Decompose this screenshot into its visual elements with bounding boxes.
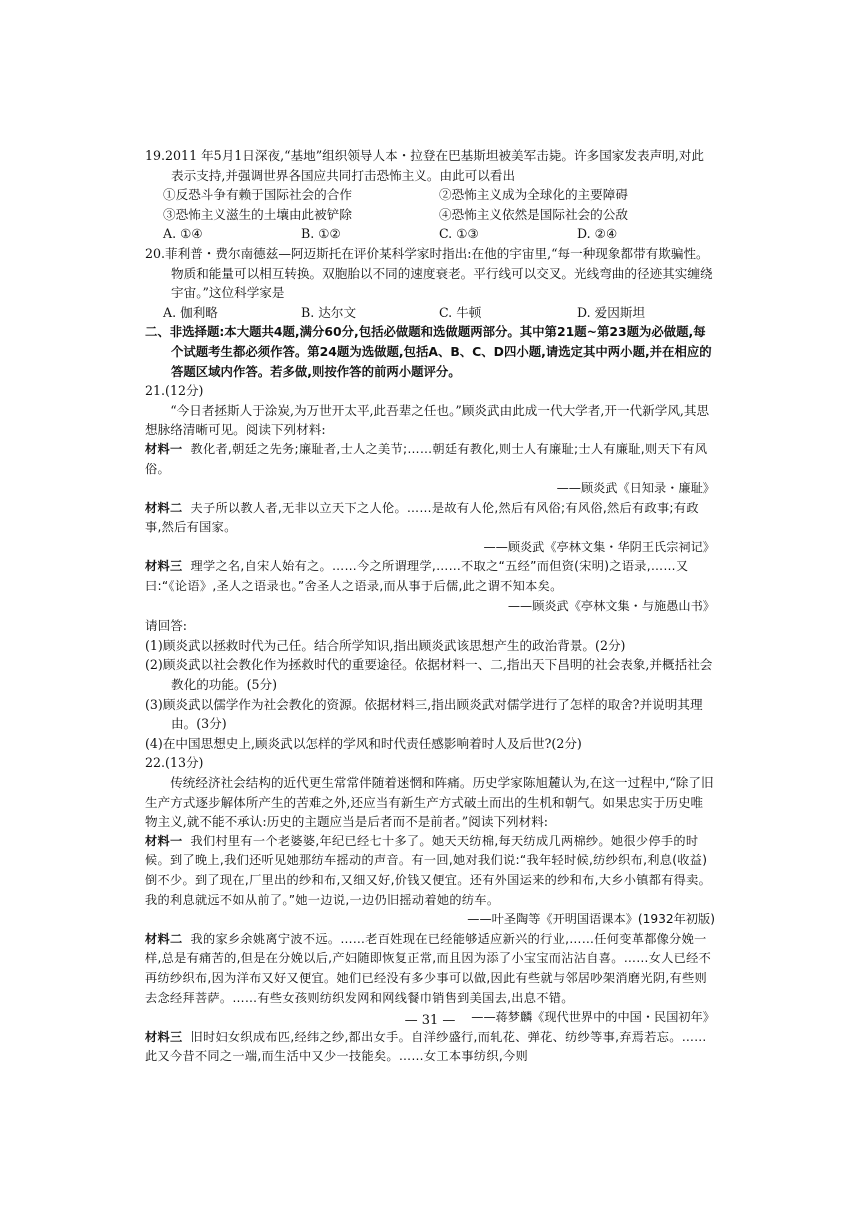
q21-subquestion-2: (2)顾炎武以社会教化作为拯救时代的重要途径。依据材料一、二,指出天下昌明的社会表象,并概括社会教化的功能。(5分) — [145, 657, 713, 693]
q22-material-1 — [145, 832, 715, 910]
q22-material-1-text: 我们村里有一个老婆婆,年纪已经七十多了。她天天纺棉,每天纺成几两棉纱。她很少停手的时候。到了晚上,我们还听见她那纺车摇动的声音。有一回,她对我们说:“我年轻时候,纺纱织布,利息(收益)倒不少。到了现在,厂里出的纱和布,又细又好,价钱又便宜。还有外国运来的纱和布,大乡小镇都有得卖。我的利息就远不如从前了。”她一边说,一边仍旧摇动着她的纺车。 — [145, 833, 712, 907]
q19-statement-3: ③恐怖主义滋生的土壤由此被铲除 — [163, 206, 352, 222]
q22-material-3 — [145, 1028, 715, 1067]
q21-material-3-text: 理学之名,自宋人始有之。……今之所谓理学,……不取之“五经”而但资(宋明)之语录,……又曰:“《论语》,圣人之语录也。”舍圣人之语录,而从事于后儒,此之谓不知本矣。 — [145, 559, 689, 594]
q22-material-2-text: 我的家乡余姚离宁波不远。……老百姓现在已经能够适应新兴的行业,……任何变革都像分娩一样,总是有痛苦的,但是在分娩以后,产妇随即恢复正常,而且因为添了小宝宝而沾沾自喜。……女人已经不再纺纱织布,因为洋布又好又便宜。她们已经没有多少事可以做,因此有些就与邻居吵架消磨光阴,有些则去念经拜菩萨。……有些女孩则纺织发网和网线餐巾销售到美国去,出息不错。 — [145, 931, 712, 1005]
q19-options — [145, 224, 715, 244]
q19-statements-row1 — [145, 185, 715, 205]
q19-option-a: A. ①④ — [163, 226, 203, 242]
q21-material-3-source: ——顾炎武《亭林文集・与施愚山书》 — [507, 598, 715, 613]
q21-material-1-text: 教化者,朝廷之先务;廉耻者,士人之美节;……朝廷有教化,则士人有廉耻;士人有廉耻,则天下有风俗。 — [145, 441, 708, 476]
q21-material-3-tag: 材料三 — [145, 559, 183, 574]
q19-option-b: B. ①② — [301, 226, 341, 242]
q19-option-c: C. ①③ — [439, 226, 479, 242]
q19-stem: 19.2011 年5月1日深夜,“基地”组织领导人本・拉登在巴基斯坦被美军击毙。许多国家发表声明,对此表示支持,并强调世界各国应共同打击恐怖主义。由此可以看出 — [145, 148, 704, 183]
q21-material-1-tag: 材料一 — [145, 441, 183, 456]
q21-material-1-source: ——顾炎武《日知录・廉耻》 — [556, 481, 715, 496]
q21-material-2-tag: 材料二 — [145, 500, 183, 515]
q21-subquestion-1: (1)顾炎武以拯救时代为己任。结合所学知识,指出顾炎武该思想产生的政治背景。(2分) — [145, 637, 626, 653]
q22-material-3-tag: 材料三 — [145, 1029, 183, 1044]
q21-material-2 — [145, 499, 715, 538]
q21-intro: “今日者拯斯人于涂炭,为万世开太平,此吾辈之任也。”顾炎武由此成一代大学者,开一代新学风,其思想脉络清晰可见。阅读下列材料: — [145, 402, 710, 438]
q20-option-a: A. 伽利略 — [163, 304, 218, 320]
q20-option-c: C. 牛顿 — [439, 304, 482, 320]
q19-statements-row2 — [145, 205, 715, 225]
q21-subquestion-4: (4)在中国思想史上,顾炎武以怎样的学风和时代责任感影响着时人及后世?(2分) — [145, 735, 582, 751]
q19-statement-4: ④恐怖主义依然是国际社会的公敌 — [439, 206, 628, 222]
q21-subquestion-3: (3)顾炎武以儒学作为社会教化的资源。依据材料三,指出顾炎武对儒学进行了怎样的取舍?并说明其理由。(3分) — [145, 696, 703, 732]
q22-material-1-source: ——叶圣陶等《开明国语课本》(1932年初版) — [467, 912, 715, 927]
q21-heading: 21.(12分) — [145, 383, 204, 399]
q22-material-2-tag: 材料二 — [145, 931, 183, 946]
q20-option-d: D. 爱因斯坦 — [577, 304, 646, 320]
q21-material-3 — [145, 557, 715, 596]
q22-material-2 — [145, 930, 715, 1008]
q22-material-2-source: ——蒋梦麟《现代世界中的中国・民国初年》 — [471, 1010, 715, 1025]
q22-heading: 22.(13分) — [145, 755, 204, 771]
q20-option-b: B. 达尔文 — [301, 304, 357, 320]
exam-content — [145, 146, 715, 1067]
q19-option-d: D. ②④ — [577, 226, 618, 242]
q21-material-1 — [145, 440, 715, 479]
q19-statement-1: ①反恐斗争有赖于国际社会的合作 — [163, 187, 352, 203]
page-number: — 31 — — [404, 1013, 456, 1028]
q22-material-3-text: 旧时妇女织成布匹,经纬之纱,都出女手。自洋纱盛行,而轧花、弹花、纺纱等事,弃焉若忘。……此又今昔不同之一端,而生活中又少一技能矣。……女工本事纺织,今则 — [145, 1029, 707, 1064]
q22-intro: 传统经济社会结构的近代更生常常伴随着迷惘和阵痛。历史学家陈旭麓认为,在这一过程中,“除了旧生产方式逐步解体所产生的苦难之外,还应当有新生产方式破土而出的生机和朝气。如果忠实于历史唯物主义,就不能不承认:历史的主题应当是后者而不是前者。”阅读下列材料: — [145, 775, 714, 830]
q21-material-2-text: 夫子所以教人者,无非以立天下之人伦。……是故有人伦,然后有风俗;有风俗,然后有政事;有政事,然后有国家。 — [145, 500, 699, 535]
q20-options — [145, 303, 715, 323]
q22-material-1-tag: 材料一 — [145, 833, 183, 848]
q20-stem: 20.菲利普・费尔南德兹—阿迈斯托在评价某科学家时指出:在他的宇宙里,“每一种现象都带有欺骗性。物质和能量可以相互转换。双胞胎以不同的速度衰老。平行线可以交叉。光线弯曲的径迹其实缠绕宇宙。”这位科学家是 — [145, 245, 713, 301]
q21-ask: 请回答: — [145, 618, 188, 634]
q21-material-2-source: ——顾炎武《亭林文集・华阴王氏宗祠记》 — [483, 539, 715, 554]
section2-heading: 二、非选择题:本大题共4题,满分60分,包括必做题和选做题两部分。其中第21题~第23题为必做题,每个试题考生都必须作答。第24题为选做题,包括A、B、C、D四小题,请选定其中两小题,并在相应的答题区域内作答。若多做,则按作答的前两小题评分。 — [145, 324, 712, 379]
q19-statement-2: ②恐怖主义成为全球化的主要障碍 — [439, 187, 628, 203]
